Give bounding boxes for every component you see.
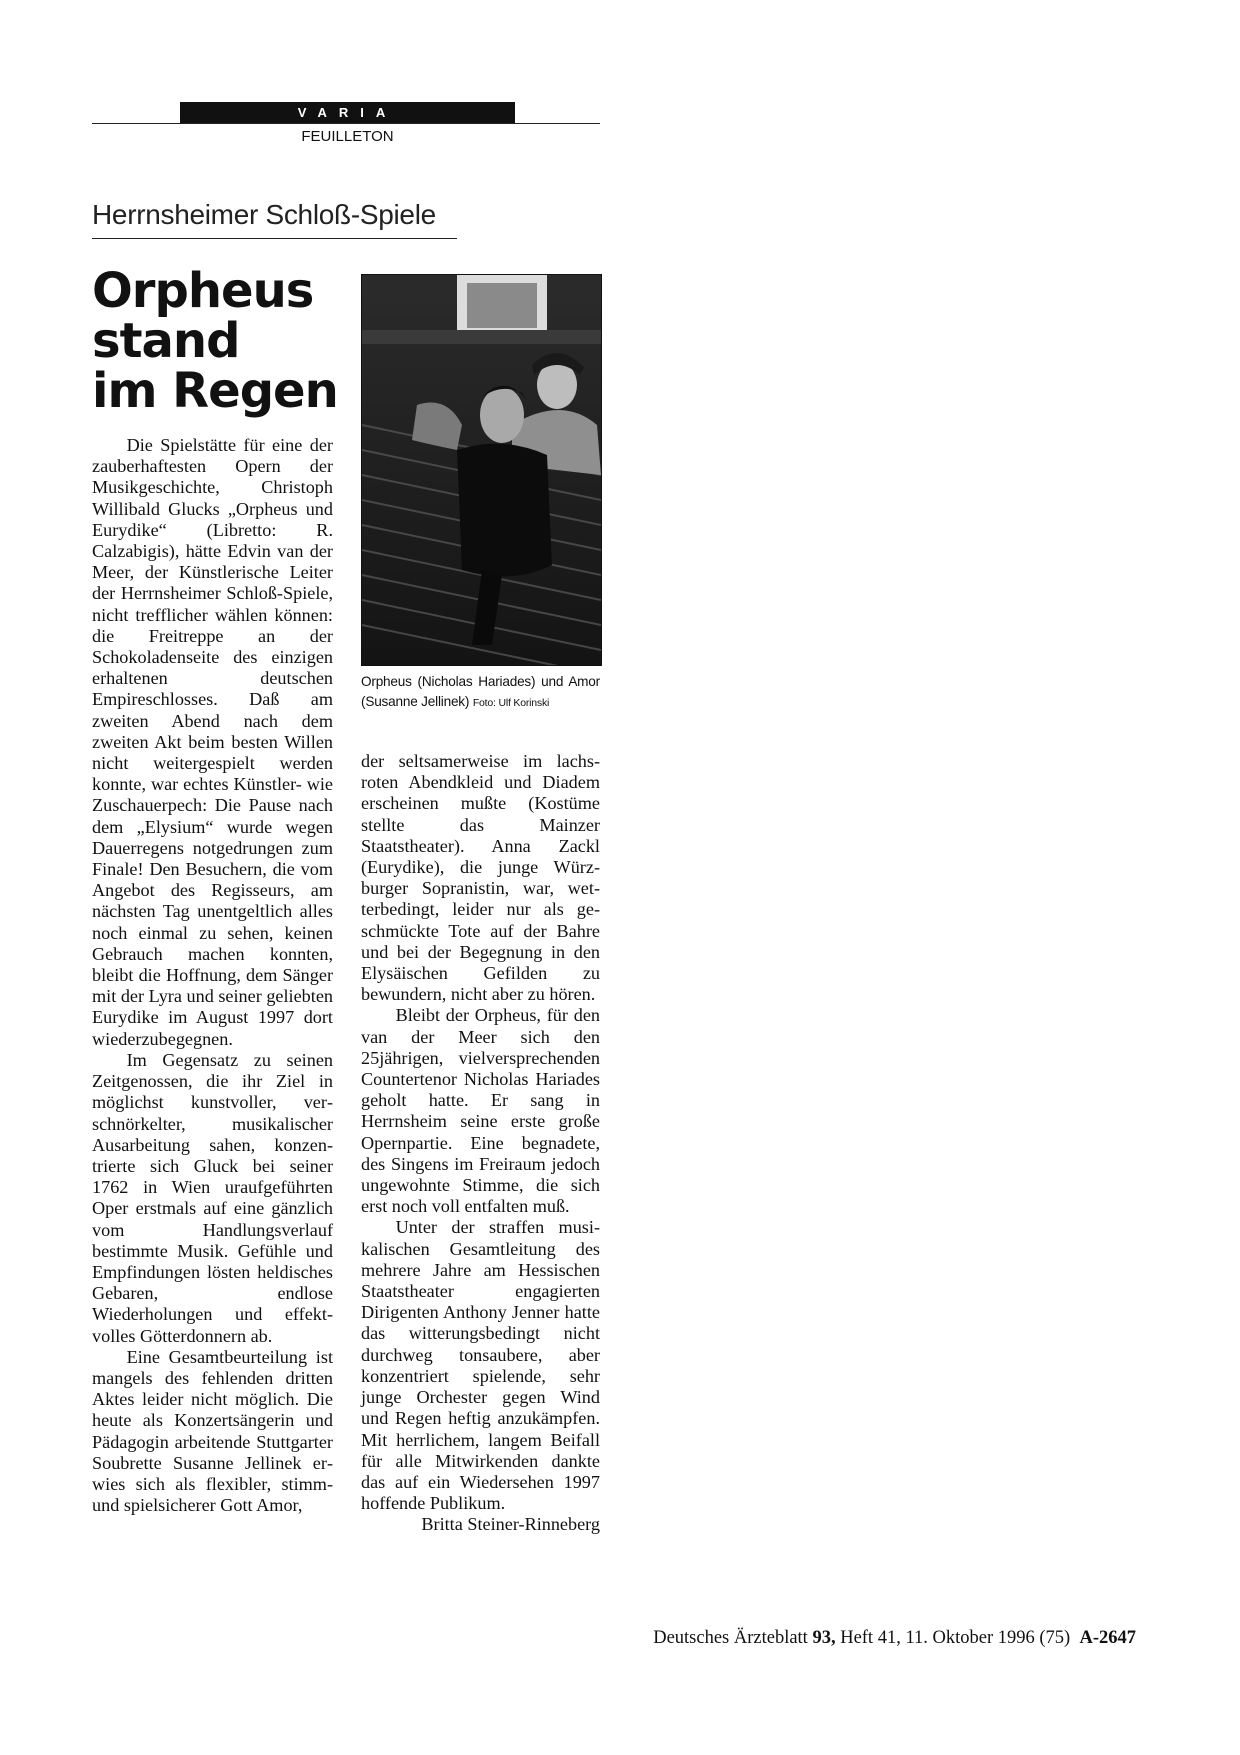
journal-name: Deutsches Ärzteblatt <box>653 1628 808 1648</box>
author-signature: Britta Steiner-Rinneberg <box>421 1514 600 1535</box>
paragraph: Im Gegensatz zu seinen Zeitgenossen, die ihr Ziel in möglichst kunstvoller, verschnörkelter, musikalischer Ausarbeitung sahen, konzentrierte sich Gluck bei seiner 1762 in Wien uraufgeführten Oper erstmals auf eine gänzlich vom Handlungsverlauf bestimmte Musik. Gefühle und Empfindungen lösten heldisches Gebaren, endlose Wiederholungen und effektvolles Götterdonnern ab. <box>92 1049 333 1346</box>
photo-credit: Foto: Ulf Korinski <box>472 697 550 709</box>
body-column-right <box>361 751 600 1536</box>
headline-line: stand <box>92 313 240 369</box>
paragraph: der seltsamerweise im lachsroten Abendkleid und Diadem erscheinen mußte (Kostüme stellte das Mainzer Staatstheater). Anna Zackl (Eurydike), die junge Würzburger Sopranistin, war, wetterbedingt, leider nur als geschmückte Tote auf der Bahre und bei der Begegnung in den Elysäischen Gefilden zu bewundern, nicht aber zu hören. <box>361 751 600 1005</box>
article-kicker: Herrnsheimer Schloß-Spiele <box>92 199 436 230</box>
paragraph: Bleibt der Orpheus, für den van der Meer sich den 25jährigen, vielversprechenden Countertenor Nicholas Hariades geholt hatte. Er sang in Herrnsheim seine erste große Opernpartie. Eine begnadete, des Singens im Freiraum jedoch ungewohnte Stimme, die sich erst noch voll entfalten muß. <box>361 1005 600 1217</box>
paragraph: Eine Gesamtbeurteilung ist mangels des fehlenden dritten Aktes leider nicht möglich. Die heute als Konzertsängerin und Pädagogin arbeitende Stuttgarter Soubrette Susanne Jellinek erwies sich als flexibler, stimm- und spielsicherer Gott Amor, <box>92 1346 333 1516</box>
paragraph: Unter der straffen musikalischen Gesamtleitung des mehrere Jahre am Hessischen Staatstheater engagierten Dirigenten Anthony Jenner hatte das witterungsbedingt nicht durchweg tonsaubere, aber konzentriert spielende, sehr junge Orchester gegen Wind und Regen heftig anzukämpfen. Mit herrlichem, langem Beifall für alle Mitwirkenden dankte das auf ein Wiedersehen 1997 hoffende Publikum. <box>361 1217 600 1514</box>
journal-issue: Heft 41, 11. Oktober 1996 (75) <box>840 1628 1071 1648</box>
kicker-rule <box>92 238 457 239</box>
paragraph: Die Spielstätte für eine der zauberhaftesten Opern der Musikgeschichte, Christoph Willibald Glucks „Orpheus und Eurydike“ (Libretto: R. Calzabigis), hätte Edvin van der Meer, der Künstlerische Leiter der Herrnsheimer Schloß-Spiele, nicht trefflicher wählen können: die Freitreppe an der Schokoladenseite des einzigen erhaltenen deutschen Empireschlosses. Daß am zweiten Abend nach dem zweiten Akt beim besten Willen nicht weitergespielt werden konnte, war echtes Künstler- wie Zuschauerpech: Die Pause nach dem „Elysium“ wurde wegen Dauerregens notgedrungen zum Finale! Den Besuchern, die vom Angebot des Regisseurs, am nächsten Tag unentgeltlich alles noch einmal zu sehen, keinen Gebrauch machen konnten, bleibt die Hoffnung, dem Sänger mit der Lyra und seiner geliebten Eurydike im August 1997 dort wiederzubegegnen. <box>92 435 333 1049</box>
headline-line: Orpheus <box>92 263 314 319</box>
header-rule <box>92 123 600 124</box>
page-footer <box>596 1628 1136 1649</box>
photo-illustration <box>362 275 601 665</box>
journal-volume: 93, <box>812 1628 836 1648</box>
body-column-left <box>92 435 333 1516</box>
article-headline <box>92 263 342 419</box>
caption-text: Orpheus (Nicholas Hariades) und Amor (Susanne Jellinek) <box>361 674 600 709</box>
photo-caption <box>361 672 600 713</box>
subsection-label: FEUILLETON <box>301 128 394 145</box>
page-number: A-2647 <box>1079 1628 1136 1648</box>
section-label: VARIA <box>180 102 515 123</box>
headline-line: im Regen <box>92 363 338 419</box>
article-photo <box>361 274 602 666</box>
